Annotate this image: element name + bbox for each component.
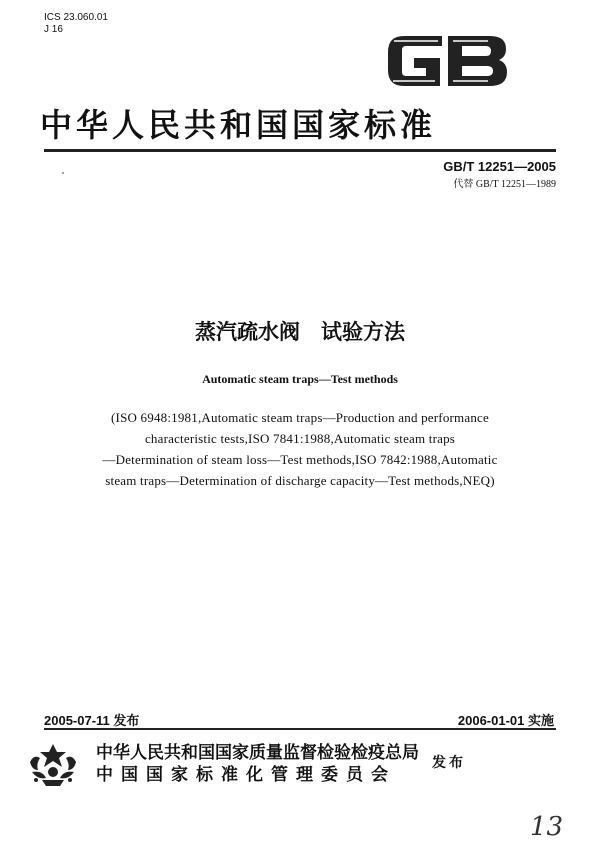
standard-code: GB/T 12251—2005 — [443, 159, 556, 174]
replaces-code: 代替 GB/T 12251—1989 — [453, 179, 556, 190]
ccs-code: J 16 — [44, 24, 63, 35]
iso-line: —Determination of steam loss—Test methods,ISO 7842:1988,Automatic — [102, 452, 498, 467]
bottom-divider — [44, 728, 556, 730]
iso-line: steam traps—Determination of discharge capacity—Test methods,NEQ) — [105, 473, 495, 488]
english-title: Automatic steam traps—Test methods — [202, 372, 398, 386]
national-standard-title: 中华人民共和国国家标准 — [40, 106, 437, 144]
implementation-date: 2006-01-01 实施 — [457, 713, 554, 728]
speck — [62, 172, 64, 174]
classification-codes — [44, 12, 108, 36]
issuer-sac: 中国国家标准化管理委员会 — [96, 765, 396, 785]
iso-reference — [50, 407, 550, 491]
top-divider — [44, 149, 556, 152]
iso-line: (ISO 6948:1981,Automatic steam traps—Production and performance — [111, 410, 489, 425]
aqsiq-emblem-icon — [24, 740, 82, 790]
issuer-aqsiq: 中华人民共和国国家质量监督检验检疫总局 — [96, 743, 419, 763]
publish-label: 发布 — [432, 755, 466, 771]
iso-line: characteristic tests,ISO 7841:1988,Automatic steam traps — [144, 431, 456, 446]
chinese-title: 蒸汽疏水阀 试验方法 — [195, 320, 405, 344]
issue-date: 2005-07-11 发布 — [44, 713, 140, 728]
handwritten-page-number: 13 — [530, 812, 564, 842]
ics-code: ICS 23.060.01 — [44, 12, 108, 23]
standard-code-block — [443, 159, 556, 190]
issuing-authorities — [96, 742, 419, 786]
gb-logo — [384, 30, 510, 92]
